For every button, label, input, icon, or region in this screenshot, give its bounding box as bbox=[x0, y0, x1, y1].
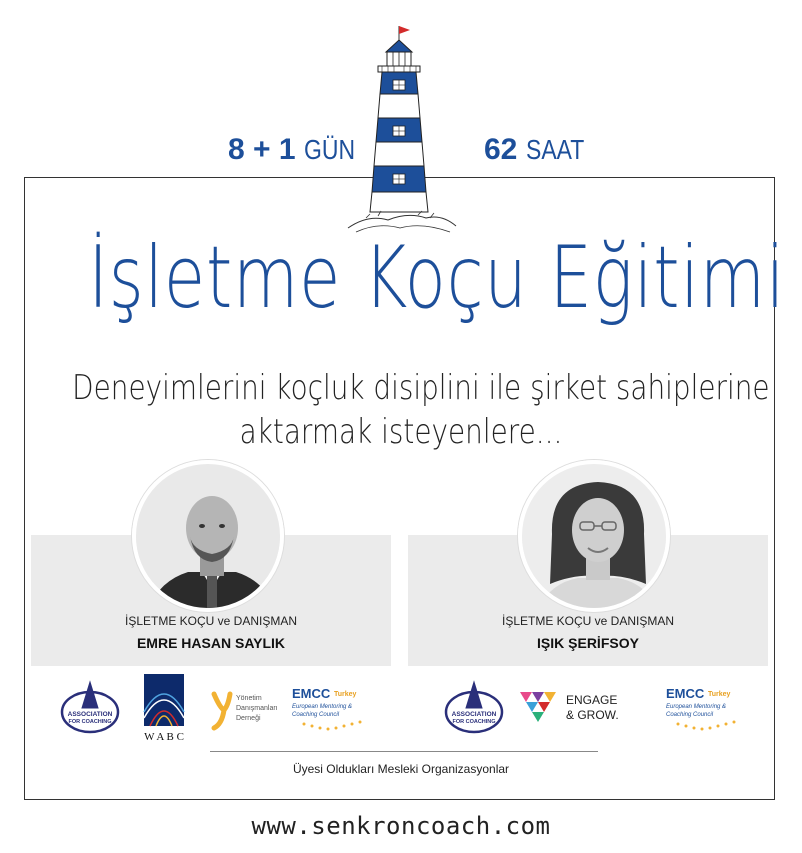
coach-role-left: İŞLETME KOÇU ve DANIŞMAN bbox=[124, 614, 298, 628]
days-number: 8 + 1 bbox=[228, 133, 296, 166]
page-title: İşletme Koçu Eğitimi bbox=[88, 228, 786, 328]
svg-text:FOR COACHING: FOR COACHING bbox=[68, 719, 112, 725]
coach-name-left: EMRE HASAN SAYLIK bbox=[136, 635, 286, 651]
ydd-logo bbox=[210, 688, 280, 734]
svg-text:ASSOCIATION: ASSOCIATION bbox=[451, 711, 497, 718]
svg-text:EMCC: EMCC bbox=[666, 686, 705, 701]
svg-text:EMCC: EMCC bbox=[292, 686, 331, 701]
emcc-turkey-logo-left bbox=[290, 684, 378, 738]
svg-text:W A B C: W A B C bbox=[144, 731, 184, 743]
website-link[interactable]: www.senkroncoach.com bbox=[251, 812, 551, 840]
coach-photo-left bbox=[132, 460, 284, 612]
wabc-logo bbox=[140, 672, 188, 744]
svg-text:Turkey: Turkey bbox=[708, 691, 731, 698]
days-unit: GÜN bbox=[303, 134, 355, 165]
svg-text:FOR COACHING: FOR COACHING bbox=[452, 719, 496, 725]
svg-text:European Mentoring &: European Mentoring & bbox=[666, 704, 727, 710]
coach-name-right: IŞIK ŞERİFSOY bbox=[537, 635, 639, 651]
association-for-coaching-logo-left bbox=[60, 678, 120, 738]
hours-number: 62 bbox=[484, 133, 518, 166]
svg-text:Coaching Council: Coaching Council bbox=[666, 712, 714, 718]
subtitle bbox=[72, 366, 770, 454]
svg-text:Danışmanları: Danışmanları bbox=[236, 705, 278, 712]
lighthouse-icon bbox=[338, 22, 460, 234]
coach-photo-right bbox=[518, 460, 670, 612]
svg-text:ASSOCIATION: ASSOCIATION bbox=[67, 711, 113, 718]
svg-text:Coaching Council: Coaching Council bbox=[292, 712, 340, 718]
orgs-divider bbox=[210, 751, 598, 752]
subtitle-line-2: aktarmak isteyenlere... bbox=[239, 412, 563, 452]
coach-role-right: İŞLETME KOÇU ve DANIŞMAN bbox=[501, 614, 675, 628]
emcc-turkey-logo-right bbox=[664, 684, 752, 738]
svg-text:Yönetim: Yönetim bbox=[236, 695, 262, 702]
engage-and-grow-logo bbox=[518, 688, 642, 728]
hours-unit: SAAT bbox=[525, 134, 584, 165]
subtitle-line-1: Deneyimlerini koçluk disiplini ile şirket sahiplerine bbox=[72, 368, 770, 408]
svg-text:ENGAGE: ENGAGE bbox=[566, 693, 618, 707]
association-for-coaching-logo-right bbox=[444, 678, 504, 738]
duration-hours bbox=[484, 133, 597, 167]
svg-text:& GROW.: & GROW. bbox=[566, 708, 619, 722]
orgs-caption: Üyesi Oldukları Mesleki Organizasyonlar bbox=[292, 762, 510, 776]
svg-text:Turkey: Turkey bbox=[334, 691, 357, 698]
svg-text:European Mentoring &: European Mentoring & bbox=[292, 704, 353, 710]
svg-text:Derneği: Derneği bbox=[236, 715, 261, 722]
